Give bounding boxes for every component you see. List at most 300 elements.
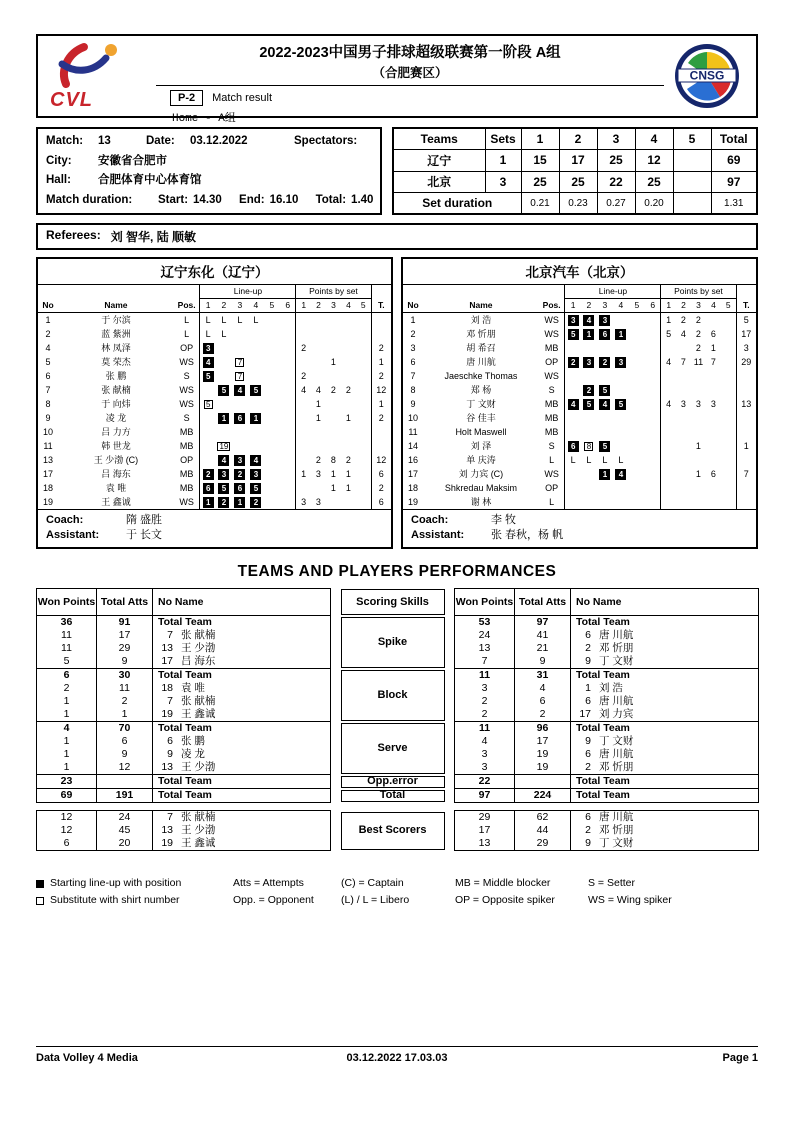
set-points-cell [691, 383, 706, 397]
home-won-points: 6 [37, 669, 97, 683]
lineup-cell [565, 369, 581, 383]
player-position: WS [544, 371, 559, 381]
home-won-points: 1 [37, 735, 97, 748]
coach-row [46, 513, 383, 528]
sets-won: 1 [485, 150, 521, 172]
lineup-cell [597, 481, 613, 495]
away-player-cell [571, 589, 759, 616]
lineup-cell [264, 411, 280, 425]
match-summary-row [36, 127, 758, 215]
set-points-cell: 1 [345, 413, 351, 423]
player-shirt-number: 18 [161, 682, 173, 694]
page-title: 2022-2023中国男子排球超级联赛第一阶段 A组 [259, 45, 561, 61]
player-total-points [371, 425, 391, 439]
home-player-cell [153, 761, 331, 775]
away-total-atts: 29 [515, 837, 571, 851]
assistant-name: 于 长文 [126, 529, 163, 541]
player-total-points [736, 481, 756, 495]
home-player-cell [153, 775, 331, 789]
lineup-cell [565, 383, 581, 397]
lineup-cell [200, 355, 216, 369]
lineup-cell [565, 425, 581, 439]
lineup-start-box: 1 [250, 413, 261, 424]
score-column-header: Total [711, 128, 757, 150]
lineup-start-box: 2 [250, 497, 261, 508]
libero-mark: L [221, 329, 227, 339]
set-duration-label: Set duration [393, 193, 521, 215]
cvl-logo-text: CVL [50, 89, 93, 111]
set-points-cell [721, 327, 736, 341]
away-won-points: 97 [455, 789, 515, 803]
footer-app-name: Data Volley 4 Media [36, 1052, 138, 1064]
lineup-cell [629, 481, 645, 495]
set-points-cell [721, 411, 736, 425]
set-points-cell [356, 425, 371, 439]
lineup-start-box: 4 [615, 469, 626, 480]
points-set-header: 2 [676, 299, 691, 313]
set-points-cell [296, 481, 311, 495]
lineup-cell [280, 495, 296, 509]
player-name: 蓝 紫洲 [101, 329, 131, 339]
lineup-start-box: 5 [615, 399, 626, 410]
player-position: OP [545, 357, 559, 367]
set-points-cell [706, 411, 721, 425]
legend-key-item [36, 892, 233, 909]
set-points-cell [341, 495, 356, 509]
set-points-cell [296, 327, 311, 341]
player-number: 4 [45, 343, 51, 353]
lineup-cell [613, 341, 629, 355]
lineup-cell [264, 481, 280, 495]
set-points-cell [721, 467, 736, 481]
lineup-cell [232, 397, 248, 411]
set-points-cell [661, 411, 676, 425]
away-total-atts: 9 [515, 655, 571, 669]
lineup-cell [581, 481, 597, 495]
set-points-cell: 1 [345, 469, 351, 479]
player-row [403, 327, 756, 341]
lineup-sub-box: 7 [235, 372, 244, 381]
lineup-cell [232, 341, 248, 355]
match-number: 13 [98, 135, 111, 147]
player-name-text: 袁 唯 [181, 682, 205, 694]
set-points-cell: 1 [296, 467, 311, 481]
lineup-start-box: 3 [218, 469, 229, 480]
set-points-cell: 1 [695, 441, 701, 451]
points-set-header: 4 [706, 299, 721, 313]
player-total-points [736, 383, 756, 397]
score-column-header: Teams [393, 128, 485, 150]
player-number: 17 [407, 469, 418, 479]
legend [36, 875, 758, 909]
home-won-points: 12 [37, 824, 97, 837]
away-won-points: 13 [455, 642, 515, 655]
set-points-cell [326, 425, 341, 439]
score-column-header: 3 [597, 128, 635, 150]
away-player-cell [571, 811, 759, 825]
skill-cell [341, 722, 445, 775]
player-position: MB [544, 413, 559, 423]
name-header: Name [58, 299, 174, 313]
player-shirt-number: 2 [585, 642, 591, 654]
lineup-cell [629, 425, 645, 439]
set-score: 25 [559, 171, 597, 193]
lineup-group-header: Line-up [565, 285, 661, 299]
lineup-cell [597, 383, 613, 397]
lineup-start-box: 2 [218, 497, 229, 508]
set-points-cell: 1 [330, 483, 336, 493]
lineup-cell [629, 313, 645, 328]
lineup-cell [200, 327, 216, 341]
referees-label: Referees: [46, 228, 101, 242]
set-points-cell [691, 411, 706, 425]
coach-name: 李 牧 [491, 514, 517, 526]
set-points-cell [311, 313, 326, 328]
lineup-cell [565, 439, 581, 453]
team-total-label: Total Team [576, 616, 630, 628]
away-total-atts: 224 [515, 789, 571, 803]
home-total-atts: 9 [97, 655, 153, 669]
home-player-cell [153, 748, 331, 761]
set-points-cell [296, 397, 311, 411]
set-points-cell [721, 439, 736, 453]
lineup-cell [216, 425, 232, 439]
player-total-points: 7 [736, 467, 756, 481]
set-score: 25 [635, 171, 673, 193]
player-name: Shkredau Maksim [444, 483, 517, 493]
gap-row [37, 803, 759, 811]
away-player-cell [571, 669, 759, 683]
lineup-cell [645, 383, 661, 397]
player-name-text: 凌 龙 [181, 748, 205, 760]
set-points-cell [326, 495, 341, 509]
home-won-points: 1 [37, 761, 97, 775]
lineup-cell [264, 439, 280, 453]
lineup-start-box: 4 [583, 315, 594, 326]
away-total-atts: 96 [515, 722, 571, 736]
end-value: 16.10 [269, 193, 299, 206]
score-column-header: 1 [521, 128, 559, 150]
set-duration-value: 0.20 [635, 193, 673, 215]
lineup-cell [200, 453, 216, 467]
lineup-cell [216, 481, 232, 495]
player-name-text: 丁 文财 [599, 837, 634, 849]
set-points-cell: 4 [661, 355, 676, 369]
set-points-cell [341, 425, 356, 439]
away-won-points: 29 [455, 811, 515, 825]
player-position: WS [544, 315, 559, 325]
player-total-points [371, 327, 391, 341]
lineup-cell [629, 397, 645, 411]
player-row [38, 341, 391, 355]
lineup-cell [200, 439, 216, 453]
team-total-label: Total Team [158, 722, 212, 734]
page-footer [36, 1046, 758, 1064]
lineup-cell [645, 495, 661, 509]
set-score: 25 [521, 171, 559, 193]
lineup-cell [613, 495, 629, 509]
lineup-cell [232, 355, 248, 369]
player-name: 刘 浩 [470, 315, 492, 325]
player-number: 8 [410, 385, 416, 395]
lineup-cell [200, 341, 216, 355]
lineup-cell [613, 425, 629, 439]
lineup-cell [280, 313, 296, 328]
lineup-start-box: 4 [203, 357, 214, 368]
libero-mark: L [602, 455, 608, 465]
player-number: 8 [45, 399, 51, 409]
home-total-atts: 29 [97, 642, 153, 655]
player-position: L [549, 497, 555, 507]
player-number: 10 [42, 427, 53, 437]
home-total-atts: 91 [97, 616, 153, 630]
player-shirt-number: 9 [167, 748, 173, 760]
lineup-cell [565, 397, 581, 411]
player-name-text: 王 少渤 [181, 824, 216, 836]
player-position: MB [544, 427, 559, 437]
set-points-cell [326, 313, 341, 328]
lineup-cell [216, 411, 232, 425]
lineup-cell [597, 453, 613, 467]
lineup-cell [581, 495, 597, 509]
player-shirt-number: 6 [585, 629, 591, 641]
set-points-cell [311, 481, 326, 495]
set-points-cell [326, 397, 341, 411]
lineup-start-box: 5 [218, 385, 229, 396]
report-header [36, 34, 758, 125]
skill-label: Best Scorers [341, 812, 445, 850]
team-name: 北京 [393, 171, 485, 193]
lineup-cell [264, 341, 280, 355]
player-name: 于 尔滨 [101, 315, 131, 325]
player-shirt-number: 6 [167, 735, 173, 747]
cnsg-logo [664, 38, 750, 114]
player-name: 于 向炜 [101, 399, 131, 409]
performance-header-row [37, 589, 759, 616]
set-points-cell [341, 439, 356, 453]
home-player-cell [153, 682, 331, 695]
roster-box [401, 257, 758, 549]
player-number: 17 [42, 469, 53, 479]
lineup-cell [645, 439, 661, 453]
player-position: S [183, 371, 190, 381]
lineup-sub-box: 19 [219, 442, 229, 452]
player-row [403, 439, 756, 453]
set-points-cell [721, 495, 736, 509]
away-won-points: Won Points [455, 589, 515, 616]
player-name: 郑 杨 [470, 385, 492, 395]
report-code-badge: P-2 [170, 90, 203, 106]
report-code-row [170, 90, 664, 106]
team-total-label: Total Team [158, 789, 212, 801]
libero-mark: L [221, 315, 227, 325]
player-number: 14 [407, 441, 418, 451]
player-total-points [736, 495, 756, 509]
legend-text: Atts = Attempts [233, 877, 304, 889]
set-points-cell [676, 453, 691, 467]
player-name-text: 邓 忻朋 [599, 642, 634, 654]
set-duration-value: 0.27 [597, 193, 635, 215]
home-total-atts: 17 [97, 629, 153, 642]
lineup-cell [232, 425, 248, 439]
performance-row [37, 722, 759, 736]
home-won-points: Won Points [37, 589, 97, 616]
player-row [403, 397, 756, 411]
roster-group-header-row [403, 285, 756, 299]
lineup-start-box: 1 [599, 469, 610, 480]
player-name-text: 王 鑫诚 [181, 708, 216, 720]
home-total-atts: 2 [97, 695, 153, 708]
home-total-atts: 6 [97, 735, 153, 748]
set-points-cell: 5 [661, 327, 676, 341]
lineup-cell [264, 453, 280, 467]
lineup-start-box: 3 [250, 469, 261, 480]
points-group-header: Points by set [296, 285, 371, 299]
referees-bar [36, 223, 758, 250]
lineup-cell [629, 327, 645, 341]
player-row [38, 495, 391, 509]
lineup-cell [200, 313, 216, 328]
set-points-cell [311, 439, 326, 453]
set-points-cell [706, 453, 721, 467]
player-name: 邓 忻朋 [466, 329, 496, 339]
lineup-cell [280, 369, 296, 383]
lineup-cell [581, 341, 597, 355]
player-name: Jaeschke Thomas [444, 371, 518, 381]
lineup-start-box: 3 [599, 315, 610, 326]
player-name-text: 唐 川航 [599, 748, 634, 760]
set-points-cell [356, 369, 371, 383]
set-points-cell [296, 439, 311, 453]
player-name-text: 王 少渤 [181, 761, 216, 773]
set-points-cell: 2 [695, 343, 701, 353]
lineup-cell [280, 341, 296, 355]
home-total-atts: 9 [97, 748, 153, 761]
player-name: 林 凤泽 [101, 343, 131, 353]
lineup-start-box: 3 [583, 357, 594, 368]
home-player-cell [153, 722, 331, 736]
lineup-cell [232, 467, 248, 481]
lineup-set-header: 1 [200, 299, 216, 313]
team-total-label: No Name [158, 596, 204, 608]
away-won-points: 3 [455, 748, 515, 761]
player-number: 5 [45, 357, 51, 367]
libero-mark: L [205, 315, 211, 325]
lineup-cell [248, 495, 264, 509]
away-total-atts: 31 [515, 669, 571, 683]
lineup-cell [629, 383, 645, 397]
player-name-text: 王 少渤 [181, 642, 216, 654]
lineup-set-header: 4 [248, 299, 264, 313]
away-player-cell [571, 629, 759, 642]
lineup-cell [200, 411, 216, 425]
lineup-cell [216, 313, 232, 328]
legend-text: (C) = Captain [341, 877, 404, 889]
skill-label: Total [341, 790, 445, 802]
player-name: 吕 力方 [101, 427, 131, 437]
home-total-atts: 24 [97, 811, 153, 825]
set-points-cell [356, 355, 371, 369]
player-name-text: 王 鑫诚 [181, 837, 216, 849]
home-player-cell [153, 616, 331, 630]
set-points-cell: 1 [330, 357, 336, 367]
lineup-cell [248, 467, 264, 481]
away-player-cell [571, 655, 759, 669]
set-points-cell [661, 453, 676, 467]
player-row [38, 397, 391, 411]
team-total-label: Total Team [158, 616, 212, 628]
lineup-cell [200, 369, 216, 383]
away-total-atts [515, 775, 571, 789]
player-number: 2 [45, 329, 51, 339]
player-shirt-number: 7 [167, 695, 173, 707]
player-name: 刘 力宾 (C) [458, 469, 504, 479]
player-total-points [736, 453, 756, 467]
lineup-cell [232, 439, 248, 453]
legend-text: Substitute with shirt number [50, 894, 180, 906]
referees-names: 刘 智华, 陆 顺敏 [110, 230, 197, 244]
set-points-cell [691, 481, 706, 495]
set-duration-value [673, 193, 711, 215]
lineup-cell [581, 355, 597, 369]
lineup-cell [248, 369, 264, 383]
away-total-atts: 97 [515, 616, 571, 630]
player-total-points: 2 [371, 481, 391, 495]
lineup-cell [645, 453, 661, 467]
set-points-cell [356, 481, 371, 495]
libero-mark: L [253, 315, 259, 325]
set-points-cell [311, 369, 326, 383]
player-row [38, 355, 391, 369]
lineup-cell [264, 397, 280, 411]
away-won-points: 11 [455, 722, 515, 736]
player-position: WS [179, 497, 194, 507]
home-won-points: 36 [37, 616, 97, 630]
roster-group-header-row [38, 285, 391, 299]
player-row [403, 467, 756, 481]
lineup-cell [216, 369, 232, 383]
legend-text: (L) / L = Libero [341, 894, 410, 906]
set-score: 17 [559, 150, 597, 172]
points-set-header: 5 [356, 299, 371, 313]
outline-square-icon [36, 897, 44, 905]
lineup-start-box: 6 [234, 413, 245, 424]
lineup-cell [280, 383, 296, 397]
lineup-cell [264, 327, 280, 341]
away-player-cell [571, 735, 759, 748]
total-label: Total: [315, 193, 347, 206]
lineup-cell [565, 313, 581, 328]
lineup-cell [200, 397, 216, 411]
set-points-cell [341, 397, 356, 411]
lineup-cell [629, 355, 645, 369]
lineup-cell [597, 369, 613, 383]
home-player-cell [153, 589, 331, 616]
set-points-cell [326, 327, 341, 341]
set-points-cell [356, 341, 371, 355]
lineup-cell [565, 327, 581, 341]
player-shirt-number: 19 [161, 837, 173, 849]
lineup-cell [613, 383, 629, 397]
lineup-start-box: 2 [583, 385, 594, 396]
date-value: 03.12.2022 [190, 135, 248, 147]
lineup-cell [280, 327, 296, 341]
home-won-points: 1 [37, 748, 97, 761]
hall-label: Hall: [46, 174, 71, 186]
coach-row [411, 513, 748, 528]
lineup-cell [264, 495, 280, 509]
lineup-cell [613, 439, 629, 453]
